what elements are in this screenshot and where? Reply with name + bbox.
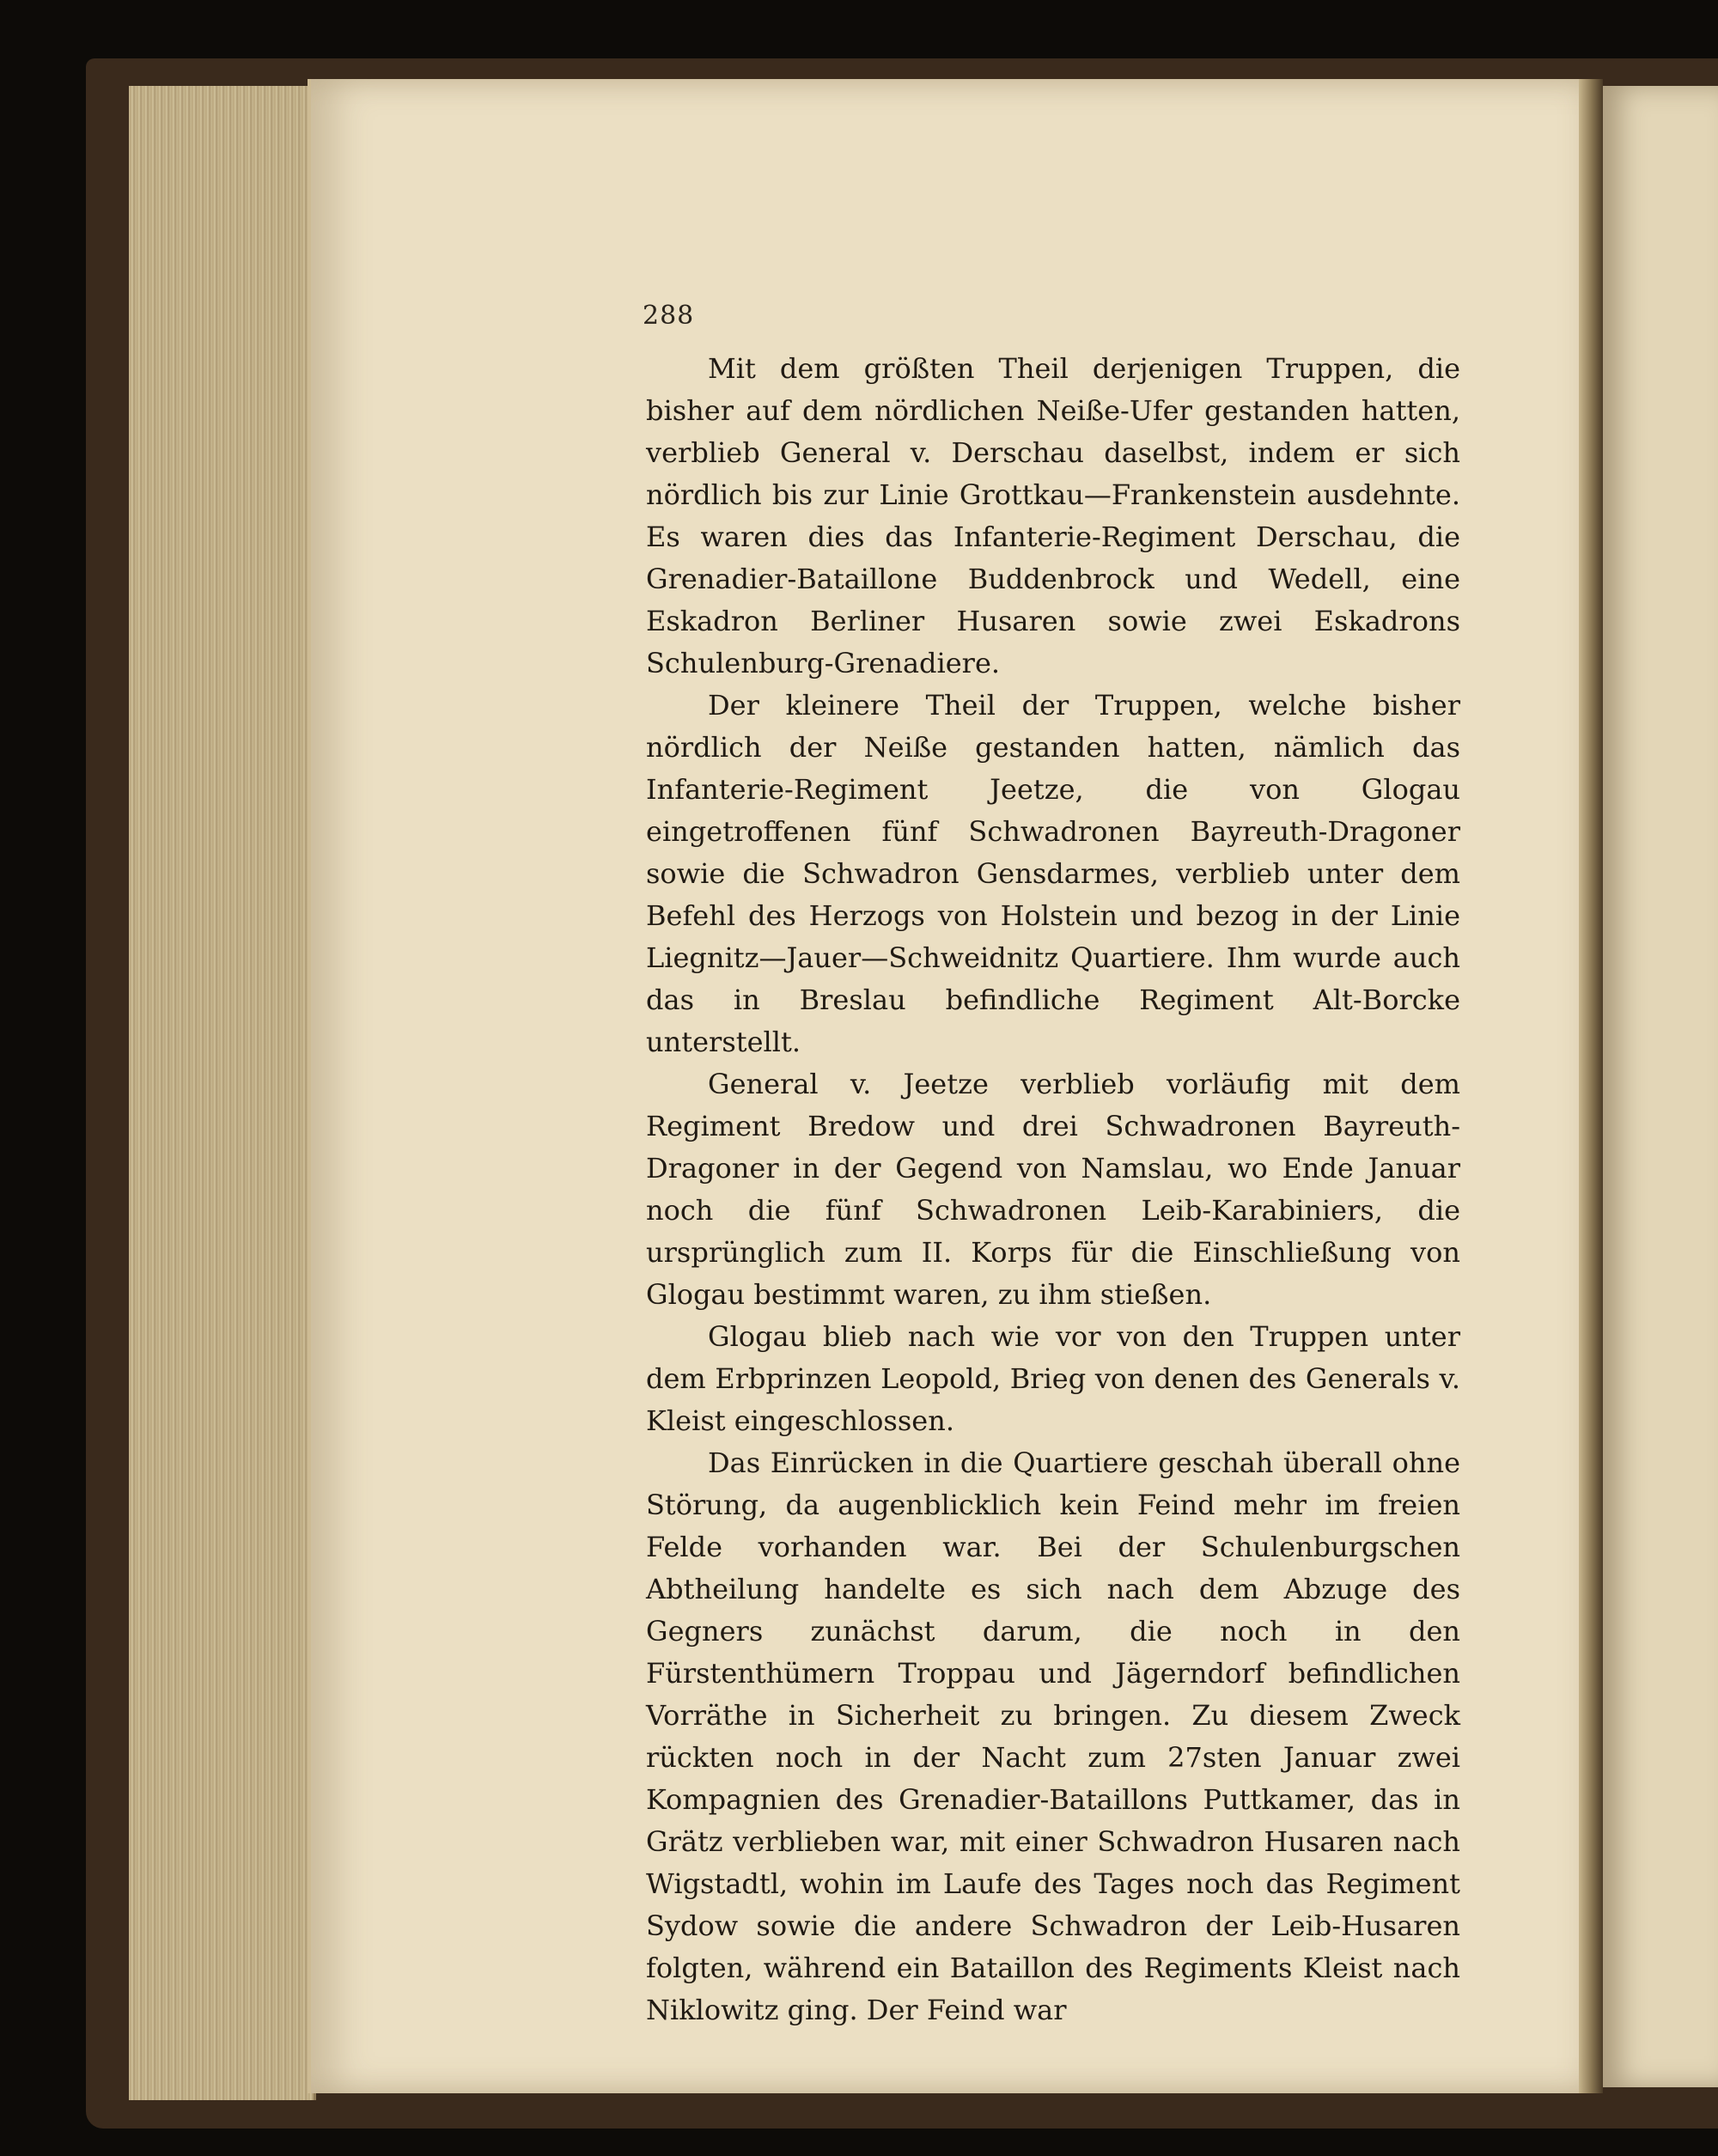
paragraph: Das Einrücken in die Quartiere geschah überall ohne Störung, da augenblicklich kein Feind mehr im freien Felde vorhanden war. Bei der Schulenburgschen Abtheilung handelte es sich nach dem Abzuge des Gegners zunächst darum, die noch in den Fürstenthümern Troppau und Jägerndorf befindlichen Vorräthe in Sicherheit zu bringen. Zu diesem Zweck rückten noch in der Nacht zum 27sten Januar zwei Kompagnien des Grenadier-Bataillons Puttkamer, das in Grätz verblieben war, mit einer Schwadron Husaren nach Wigstadtl, wohin im Laufe des Tages noch das Regiment Sydow sowie die andere Schwadron der Leib-Husaren folgten, während ein Bataillon des Regiments Kleist nach Niklowitz ging. Der Feind war xyxy=(646,1446,1460,2026)
page-stack-edge xyxy=(129,86,316,2100)
paragraph: General v. Jeetze verblieb vorläufig mit dem Regiment Bredow und drei Schwadronen Bayreuth-Dragoner in der Gegend von Namslau, wo Ende Januar noch die fünf Schwadronen Leib-Karabiniers, die ursprünglich zum II. Korps für die Einschließung von Glogau bestimmt waren, zu ihm stießen. xyxy=(646,1068,1460,1311)
paragraph: Mit dem größten Theil derjenigen Truppen, die bisher auf dem nördlichen Neiße-Ufer gestanden hatten, verblieb General v. Derschau daselbst, indem er sich nördlich bis zur Linie Grottkau—Frankenstein ausdehnte. Es waren dies das Infanterie-Regiment Derschau, die Grenadier-Bataillone Buddenbrock und Wedell, eine Eskadron Berliner Husaren sowie zwei Eskadrons Schulenburg-Grenadiere. xyxy=(646,352,1460,679)
body-text xyxy=(646,348,1460,2031)
facing-page-edge xyxy=(1603,86,1718,2087)
paragraph: Der kleinere Theil der Truppen, welche bisher nördlich der Neiße gestanden hatten, nämlich das Infanterie-Regiment Jeetze, die von Glogau eingetroffenen fünf Schwadronen Bayreuth-Dragoner sowie die Schwadron Gensdarmes, verblieb unter dem Befehl des Herzogs von Holstein und bezog in der Linie Liegnitz—Jauer—Schweidnitz Quartiere. Ihm wurde auch das in Breslau befindliche Regiment Alt-Borcke unterstellt. xyxy=(646,689,1460,1058)
paragraph: Glogau blieb nach wie vor von den Truppen unter dem Erbprinzen Leopold, Brieg von denen des Generals v. Kleist eingeschlossen. xyxy=(646,1320,1460,1437)
page-number: 288 xyxy=(643,301,695,331)
book-gutter xyxy=(1579,79,1603,2093)
